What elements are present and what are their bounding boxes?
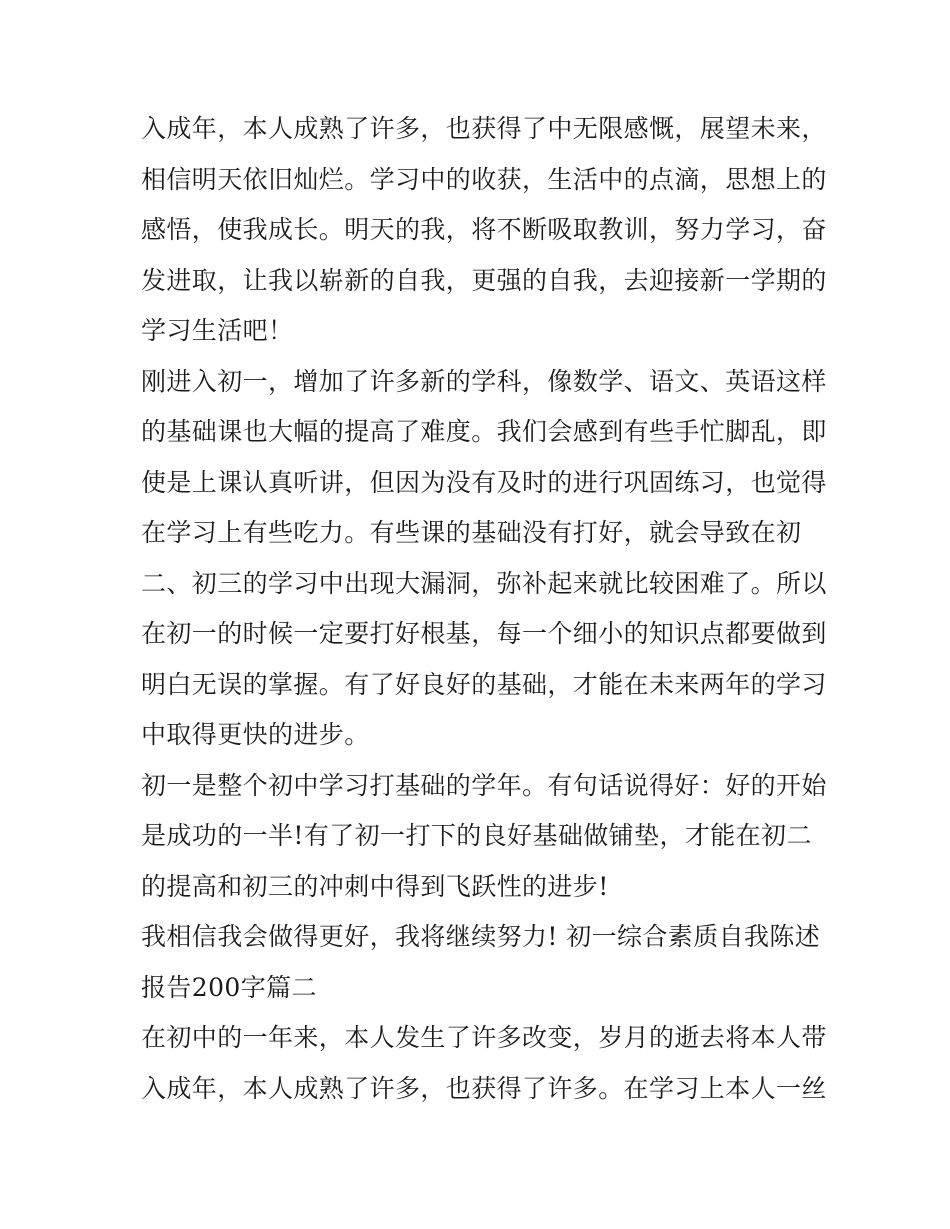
text-line: 入成年，本人成熟了许多，也获得了中无限感慨，展望未来， — [141, 114, 827, 143]
text-line: 在初中的一年来，本人发生了许多改变，岁月的逝去将本人带 — [141, 1023, 827, 1052]
text-line: 报告200字篇二 — [141, 972, 317, 1002]
text-line: 明白无误的掌握。有了好良好的基础，才能在未来两年的学习 — [141, 669, 827, 699]
text-line: 在初一的时候一定要打好根基，每一个细小的知识点都要做到 — [141, 619, 827, 648]
text-line: 中取得更快的进步。 — [141, 720, 370, 749]
text-line: 二、初三的学习中出现大漏洞，弥补起来就比较困难了。所以 — [141, 568, 827, 598]
text-line: 感悟，使我成长。明天的我，将不断吸取教训，努力学习，奋 — [141, 215, 827, 244]
text-line: 刚进入初一，增加了许多新的学科，像数学、语文、英语这样 — [141, 366, 827, 396]
text-line: 发进取，让我以崭新的自我，更强的自我，去迎接新一学期的 — [141, 265, 827, 295]
text-line: 初一是整个初中学习打基础的学年。有句话说得好：好的开始 — [141, 770, 827, 800]
document-body — [141, 104, 827, 1114]
text-line: 入成年，本人成熟了许多，也获得了许多。在学习上本人一丝 — [141, 1073, 827, 1103]
text-line: 使是上课认真听讲，但因为没有及时的进行巩固练习，也觉得 — [141, 467, 827, 497]
text-line: 我相信我会做得更好，我将继续努力! 初一综合素质自我陈述 — [141, 922, 821, 951]
text-line: 的提高和初三的冲刺中得到飞跃性的进步! — [141, 871, 609, 901]
text-line: 在学习上有些吃力。有些课的基础没有打好，就会导致在初 — [141, 518, 802, 547]
text-line: 是成功的一半!有了初一打下的良好基础做铺垫，才能在初二 — [141, 821, 812, 850]
text-line: 学习生活吧！ — [141, 316, 294, 345]
text-line: 的基础课也大幅的提高了难度。我们会感到有些手忙脚乱，即 — [141, 417, 827, 446]
text-line: 相信明天依旧灿烂。学习中的收获，生活中的点滴，思想上的 — [141, 164, 827, 194]
